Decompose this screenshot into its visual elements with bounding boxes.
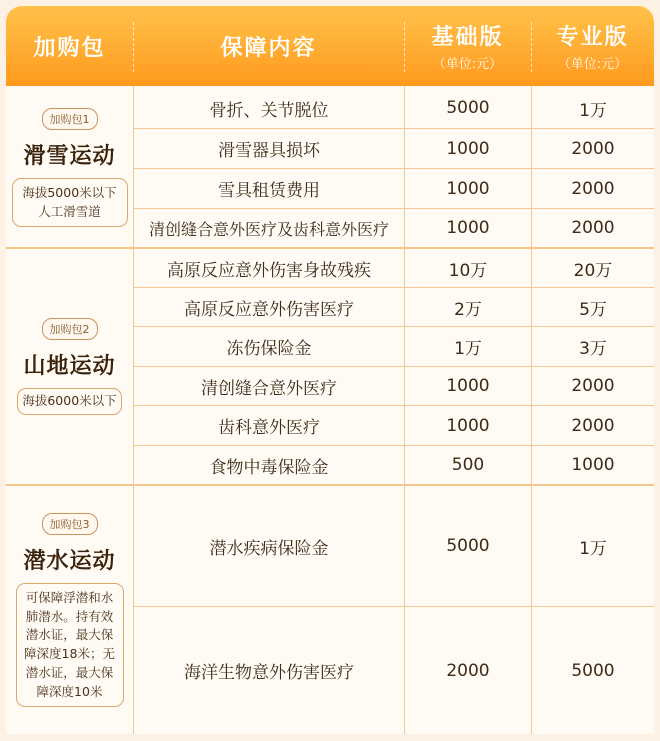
basic-amount: 2万 bbox=[454, 299, 482, 320]
pro-amount: 2000 bbox=[571, 138, 615, 159]
coverage-item: 食物中毒保险金 bbox=[209, 457, 329, 478]
basic-amount: 5000 bbox=[446, 536, 490, 556]
coverage-item: 高原反应意外伤害身故残疾 bbox=[167, 260, 371, 281]
header-pro-unit: （单位:元） bbox=[557, 57, 628, 72]
coverage-item: 滑雪器具损坏 bbox=[218, 141, 320, 161]
package-tag: 加购包2 bbox=[42, 318, 98, 340]
pro-amount: 1万 bbox=[579, 538, 607, 559]
basic-amount: 1000 bbox=[446, 218, 490, 238]
package-note: 海拔6000米以下 bbox=[17, 388, 121, 414]
header-basic-label: 基础版 bbox=[431, 25, 504, 50]
pro-amount: 3万 bbox=[579, 339, 607, 359]
coverage-item: 齿科意外医疗 bbox=[218, 418, 320, 438]
table-header bbox=[6, 6, 654, 86]
pro-amount: 5万 bbox=[579, 299, 607, 320]
coverage-item: 清创缝合意外医疗 bbox=[201, 378, 337, 399]
package-ski bbox=[6, 88, 133, 247]
basic-amount: 5000 bbox=[446, 98, 490, 118]
basic-amount: 1000 bbox=[446, 376, 490, 396]
coverage-item: 冻伤保险金 bbox=[226, 339, 312, 359]
header-basic bbox=[404, 6, 531, 86]
package-tag: 加购包1 bbox=[42, 108, 98, 130]
pro-amount: 1万 bbox=[579, 100, 607, 121]
package-diving bbox=[6, 486, 133, 734]
package-name: 滑雪运动 bbox=[23, 143, 116, 169]
pro-amount: 5000 bbox=[571, 660, 615, 681]
basic-amount: 500 bbox=[451, 455, 485, 475]
coverage-item: 高原反应意外伤害医疗 bbox=[184, 299, 354, 320]
pro-amount: 2000 bbox=[571, 218, 615, 238]
pro-amount: 1000 bbox=[571, 455, 615, 475]
package-mountain bbox=[6, 249, 133, 484]
basic-amount: 10万 bbox=[448, 260, 488, 281]
pro-amount: 2000 bbox=[571, 415, 615, 436]
package-tag: 加购包3 bbox=[42, 513, 98, 535]
basic-amount: 1000 bbox=[446, 178, 490, 199]
header-coverage-label: 保障内容 bbox=[220, 35, 317, 61]
coverage-item: 海洋生物意外伤害医疗 bbox=[184, 663, 354, 683]
basic-amount: 1万 bbox=[454, 339, 482, 359]
pro-amount: 2000 bbox=[571, 376, 615, 396]
pro-amount: 2000 bbox=[571, 178, 615, 199]
package-note: 可保障浮潜和水肺潜水。持有效潜水证，最大保障深度18米；无潜水证，最大保障深度10米 bbox=[16, 583, 124, 708]
basic-amount: 1000 bbox=[446, 138, 490, 159]
package-note: 海拔5000米以下人工滑雪道 bbox=[12, 178, 128, 228]
header-coverage bbox=[133, 6, 404, 86]
pro-amount: 20万 bbox=[573, 260, 613, 281]
package-name: 山地运动 bbox=[23, 354, 116, 380]
coverage-item: 清创缝合意外医疗及齿科意外医疗 bbox=[148, 219, 389, 239]
coverage-item: 骨折、关节脱位 bbox=[209, 100, 329, 121]
coverage-item: 雪具租赁费用 bbox=[218, 181, 320, 201]
header-package bbox=[6, 6, 133, 86]
package-name: 潜水运动 bbox=[23, 548, 116, 574]
basic-amount: 1000 bbox=[446, 415, 490, 436]
header-basic-unit: （单位:元） bbox=[432, 57, 503, 72]
basic-amount: 2000 bbox=[446, 660, 490, 681]
header-package-label: 加购包 bbox=[33, 35, 106, 61]
header-pro-label: 专业版 bbox=[556, 25, 629, 50]
coverage-item: 潜水疾病保险金 bbox=[209, 538, 329, 559]
header-pro bbox=[531, 6, 654, 86]
